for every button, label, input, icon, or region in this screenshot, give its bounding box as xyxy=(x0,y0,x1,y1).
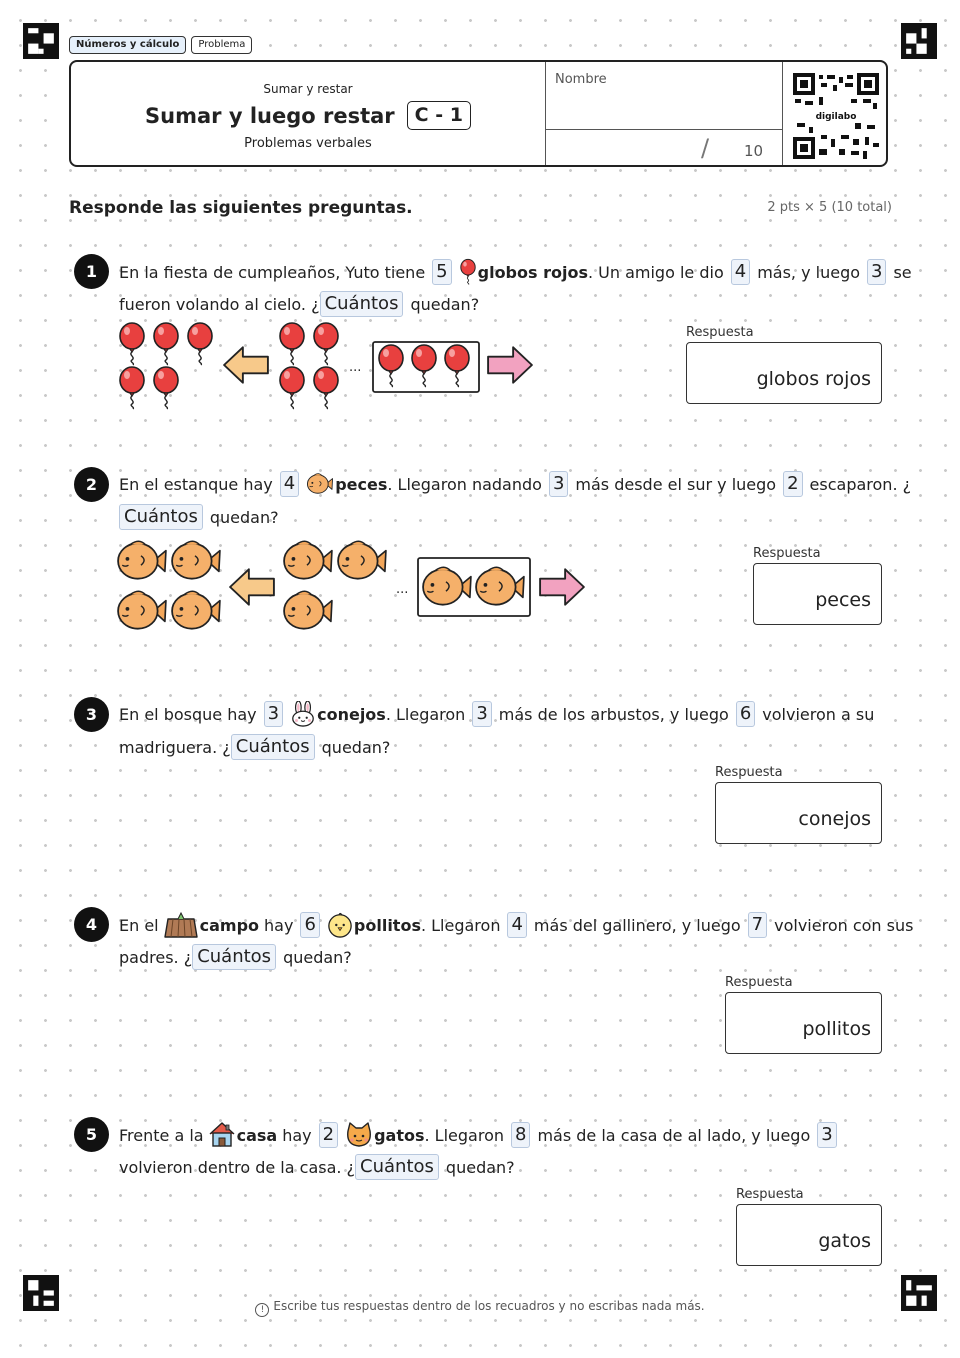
question-text: Frente a la xyxy=(119,1125,204,1145)
name-score-block xyxy=(545,62,783,165)
question-number: 3 xyxy=(74,697,109,732)
place-name: campo xyxy=(199,915,260,935)
question-text: más, y luego xyxy=(757,262,861,282)
balloon-illustration xyxy=(116,322,556,418)
question-line-1 xyxy=(119,1121,844,1149)
number-box: 3 xyxy=(817,1122,836,1148)
number-box: 7 xyxy=(748,912,767,938)
number-box: 8 xyxy=(511,1122,530,1148)
cat-icon xyxy=(345,1121,373,1149)
answer-unit: globos rojos xyxy=(756,368,871,390)
question-text: volvieron con sus xyxy=(774,915,914,935)
number-box: 4 xyxy=(731,259,750,285)
question-line-1 xyxy=(119,701,874,727)
question-line-1 xyxy=(119,258,912,286)
item-name: gatos xyxy=(374,1125,425,1145)
corner-marker-top-left xyxy=(23,23,59,59)
tag-type: Problema xyxy=(191,36,252,54)
question-line-2 xyxy=(119,1154,515,1180)
info-icon: ! xyxy=(255,1303,269,1317)
number-box: 5 xyxy=(432,259,451,285)
answer-label: Respuesta xyxy=(753,546,821,561)
question-line-1 xyxy=(119,911,913,939)
question-text: quedan? xyxy=(209,507,279,527)
question-text: volvieron a su xyxy=(762,704,875,724)
answer-unit: pollitos xyxy=(802,1018,871,1040)
question-line-2 xyxy=(119,734,390,760)
instructions: Responde las siguientes preguntas. xyxy=(69,198,413,218)
header-divider xyxy=(546,129,782,130)
question-line-2 xyxy=(119,291,479,317)
header-subtitle: Sumar y restar xyxy=(263,82,353,96)
answer-box[interactable] xyxy=(725,992,882,1054)
qr-code-icon xyxy=(793,73,879,159)
answer-label: Respuesta xyxy=(725,975,793,990)
number-box: 6 xyxy=(736,701,755,727)
qr-caption: digilabo xyxy=(815,112,857,122)
fish-illustration xyxy=(116,538,596,638)
tag-row xyxy=(69,36,252,54)
answer-box[interactable] xyxy=(753,563,882,625)
score-slash: / xyxy=(701,134,710,162)
corner-marker-top-right xyxy=(901,23,937,59)
worksheet-header xyxy=(69,60,888,167)
number-box: 3 xyxy=(867,259,886,285)
question-text: volvieron dentro de la casa. ¿ xyxy=(119,1157,356,1177)
question-number: 4 xyxy=(74,907,109,942)
question-number: 2 xyxy=(74,467,109,502)
answer-unit: conejos xyxy=(798,808,871,830)
answer-box[interactable] xyxy=(715,782,882,844)
question-line-2 xyxy=(119,504,279,530)
question-text: quedan? xyxy=(321,737,391,757)
question-text: quedan? xyxy=(445,1157,515,1177)
question-text: En la fiesta de cumpleaños, Yuto tiene xyxy=(119,262,426,282)
answer-label: Respuesta xyxy=(715,765,783,780)
question-text: se xyxy=(893,262,912,282)
word-box: Cuántos xyxy=(231,734,315,760)
ellipsis: ... xyxy=(349,360,362,375)
number-box: 6 xyxy=(300,912,319,938)
number-box: 3 xyxy=(264,701,283,727)
worksheet-code: C - 1 xyxy=(407,101,471,130)
footer-text: Escribe tus respuestas dentro de los recuadros y no escribas nada más. xyxy=(273,1299,705,1313)
question-text: . Llegaron nadando xyxy=(387,474,542,494)
question-text: . Llegaron xyxy=(424,1125,504,1145)
number-box: 2 xyxy=(319,1122,338,1148)
question-text: En el estanque hay xyxy=(119,474,273,494)
number-box: 2 xyxy=(783,471,802,497)
header-title-block xyxy=(71,62,545,165)
item-name: pollitos xyxy=(353,915,421,935)
question-text: más de los arbustos, y luego xyxy=(498,704,729,724)
question-text: fueron volando al cielo. ¿ xyxy=(119,294,320,314)
word-box: Cuántos xyxy=(192,944,276,970)
question-text: . Llegaron xyxy=(420,915,501,935)
question-text: más de la casa de al lado, y luego xyxy=(537,1125,811,1145)
fish-icon xyxy=(306,472,334,496)
question-text: escaparon. ¿ xyxy=(809,474,912,494)
answer-box[interactable] xyxy=(736,1204,882,1266)
word-box: Cuántos xyxy=(119,504,203,530)
balloon-icon xyxy=(459,258,477,286)
item-name: peces xyxy=(335,474,388,494)
question-text: hay xyxy=(282,1125,312,1145)
question-number: 1 xyxy=(74,254,109,289)
question-text: . Un amigo le dio xyxy=(587,262,724,282)
field-icon xyxy=(163,911,199,939)
header-category: Problemas verbales xyxy=(244,136,372,151)
place-name: casa xyxy=(236,1125,278,1145)
question-text: más desde el sur y luego xyxy=(575,474,777,494)
question-text: quedan? xyxy=(283,947,352,967)
question-text: En el bosque hay xyxy=(119,704,257,724)
word-box: Cuántos xyxy=(355,1154,439,1180)
answer-box[interactable] xyxy=(686,342,882,404)
question-text: madriguera. ¿ xyxy=(119,737,231,757)
question-text: . Llegaron xyxy=(385,704,466,724)
question-line-2 xyxy=(119,944,352,970)
question-number: 5 xyxy=(74,1117,109,1152)
question-text: En el xyxy=(119,915,159,935)
number-box: 3 xyxy=(472,701,491,727)
question-text: padres. ¿ xyxy=(119,947,193,967)
chick-icon xyxy=(327,912,353,938)
rabbit-icon xyxy=(290,701,316,727)
ellipsis: ... xyxy=(396,582,409,597)
answer-label: Respuesta xyxy=(736,1187,804,1202)
number-box: 3 xyxy=(549,471,568,497)
page-title: Sumar y luego restar xyxy=(145,103,395,128)
name-label: Nombre xyxy=(555,72,607,87)
score-total: 10 xyxy=(744,142,764,160)
points-info: 2 pts × 5 (10 total) xyxy=(767,200,892,215)
question-text: más del gallinero, y luego xyxy=(533,915,741,935)
question-text: hay xyxy=(264,915,294,935)
word-box: Cuántos xyxy=(320,291,404,317)
answer-unit: gatos xyxy=(818,1230,871,1252)
house-icon xyxy=(208,1121,236,1149)
number-box: 4 xyxy=(280,471,299,497)
answer-unit: peces xyxy=(815,589,871,611)
item-name: conejos xyxy=(317,704,386,724)
number-box: 4 xyxy=(507,912,526,938)
question-line-1 xyxy=(119,471,911,497)
answer-label: Respuesta xyxy=(686,325,754,340)
footer-note xyxy=(0,1299,960,1317)
item-name: globos rojos xyxy=(477,262,588,282)
tag-subject: Números y cálculo xyxy=(69,36,186,54)
question-text: quedan? xyxy=(410,294,480,314)
